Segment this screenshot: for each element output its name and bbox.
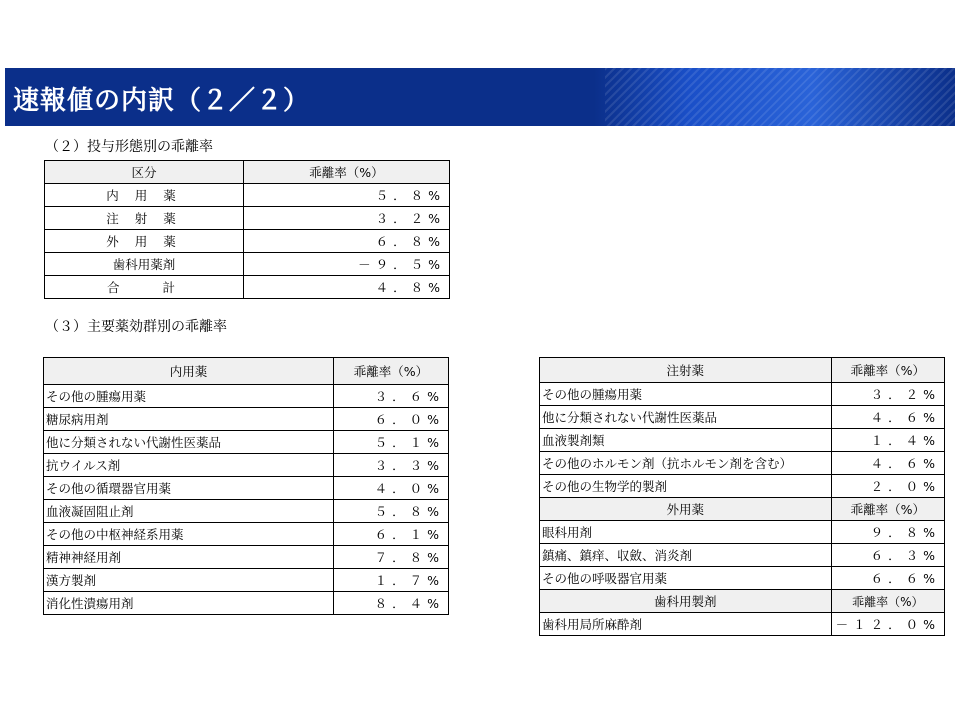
- table-row: [44, 431, 449, 454]
- row-value: ３．６%: [334, 385, 449, 408]
- table-row: [540, 383, 945, 406]
- row-value: ６．０%: [334, 408, 449, 431]
- row-value: ６．３%: [831, 544, 944, 567]
- table-row: [540, 429, 945, 452]
- table-row: [540, 567, 945, 590]
- row-value: ４．６%: [831, 452, 944, 475]
- section-3-heading: （３）主要薬効群別の乖離率: [45, 319, 227, 335]
- page-title: 速報値の内訳（２／２）: [13, 86, 311, 116]
- row-value: ６．１%: [334, 523, 449, 546]
- table-row: [540, 613, 945, 636]
- column-header-rate: 乖離率（%）: [831, 498, 944, 521]
- table-row: [540, 452, 945, 475]
- row-value: ３．２%: [831, 383, 944, 406]
- table-row: [44, 569, 449, 592]
- column-header-dental: 歯科用製剤: [540, 590, 832, 613]
- section-2-heading: （２）投与形態別の乖離率: [45, 139, 213, 155]
- row-label: その他の循環器官用薬: [44, 477, 334, 500]
- row-label: 合 計: [45, 276, 244, 299]
- table-row: [44, 385, 449, 408]
- table-header-row: [540, 590, 945, 613]
- injection-external-dental-table: [539, 357, 945, 636]
- row-value: ３．３%: [334, 454, 449, 477]
- row-value: ３．２%: [244, 207, 450, 230]
- row-value: －１２．０%: [831, 613, 944, 636]
- column-header-category: 区分: [45, 161, 244, 184]
- table-row: [45, 230, 450, 253]
- dosage-form-table: [44, 160, 450, 299]
- row-label: その他のホルモン剤（抗ホルモン剤を含む）: [540, 452, 832, 475]
- table-row: [540, 544, 945, 567]
- row-label: 眼科用剤: [540, 521, 832, 544]
- row-value: ４．６%: [831, 406, 944, 429]
- row-value: ４．０%: [334, 477, 449, 500]
- column-header-rate: 乖離率（%）: [831, 590, 944, 613]
- row-value: １．７%: [334, 569, 449, 592]
- column-header-rate: 乖離率（%）: [831, 358, 944, 383]
- row-value: ２．０%: [831, 475, 944, 498]
- table-row: [45, 184, 450, 207]
- row-label: 糖尿病用剤: [44, 408, 334, 431]
- table-header-row: [540, 358, 945, 383]
- row-label: 外 用 薬: [45, 230, 244, 253]
- banner-decoration: [605, 68, 955, 126]
- row-label: その他の腫瘍用薬: [44, 385, 334, 408]
- table-header-row: [45, 161, 450, 184]
- row-label: 血液凝固阻止剤: [44, 500, 334, 523]
- table-row: [44, 477, 449, 500]
- column-header-rate: 乖離率（%）: [244, 161, 450, 184]
- column-header-rate: 乖離率（%）: [334, 358, 449, 385]
- row-label: 注 射 薬: [45, 207, 244, 230]
- table-row: [540, 521, 945, 544]
- row-label: 抗ウイルス剤: [44, 454, 334, 477]
- row-value: ５．１%: [334, 431, 449, 454]
- table-row: [44, 546, 449, 569]
- row-label: 消化性潰瘍用剤: [44, 592, 334, 615]
- row-label: その他の生物学的製剤: [540, 475, 832, 498]
- row-value: ９．８%: [831, 521, 944, 544]
- table-row: [44, 500, 449, 523]
- row-label: 他に分類されない代謝性医薬品: [44, 431, 334, 454]
- row-label: その他の腫瘍用薬: [540, 383, 832, 406]
- oral-drugs-table: [43, 357, 449, 615]
- row-label: 血液製剤類: [540, 429, 832, 452]
- table-row: [44, 454, 449, 477]
- row-label: その他の中枢神経系用薬: [44, 523, 334, 546]
- table-row: [45, 276, 450, 299]
- title-banner: [5, 68, 955, 126]
- table-header-row: [540, 498, 945, 521]
- row-value: ５．８%: [244, 184, 450, 207]
- row-label: 漢方製剤: [44, 569, 334, 592]
- row-value: －９．５%: [244, 253, 450, 276]
- column-header-injection: 注射薬: [540, 358, 832, 383]
- table-row: [45, 207, 450, 230]
- row-value: ６．６%: [831, 567, 944, 590]
- row-value: ６．８%: [244, 230, 450, 253]
- table-row: [44, 592, 449, 615]
- row-value: ５．８%: [334, 500, 449, 523]
- row-label: 鎮痛、鎮痒、収斂、消炎剤: [540, 544, 832, 567]
- row-value: １．４%: [831, 429, 944, 452]
- table-row: [44, 408, 449, 431]
- column-header-external: 外用薬: [540, 498, 832, 521]
- row-label: その他の呼吸器官用薬: [540, 567, 832, 590]
- table-row: [540, 475, 945, 498]
- table-row: [44, 523, 449, 546]
- row-value: ４．８%: [244, 276, 450, 299]
- row-value: ８．４%: [334, 592, 449, 615]
- table-row: [45, 253, 450, 276]
- row-value: ７．８%: [334, 546, 449, 569]
- row-label: 他に分類されない代謝性医薬品: [540, 406, 832, 429]
- row-label: 精神神経用剤: [44, 546, 334, 569]
- row-label: 歯科用薬剤: [45, 253, 244, 276]
- table-header-row: [44, 358, 449, 385]
- column-header-oral: 内用薬: [44, 358, 334, 385]
- table-row: [540, 406, 945, 429]
- row-label: 歯科用局所麻酔剤: [540, 613, 832, 636]
- row-label: 内 用 薬: [45, 184, 244, 207]
